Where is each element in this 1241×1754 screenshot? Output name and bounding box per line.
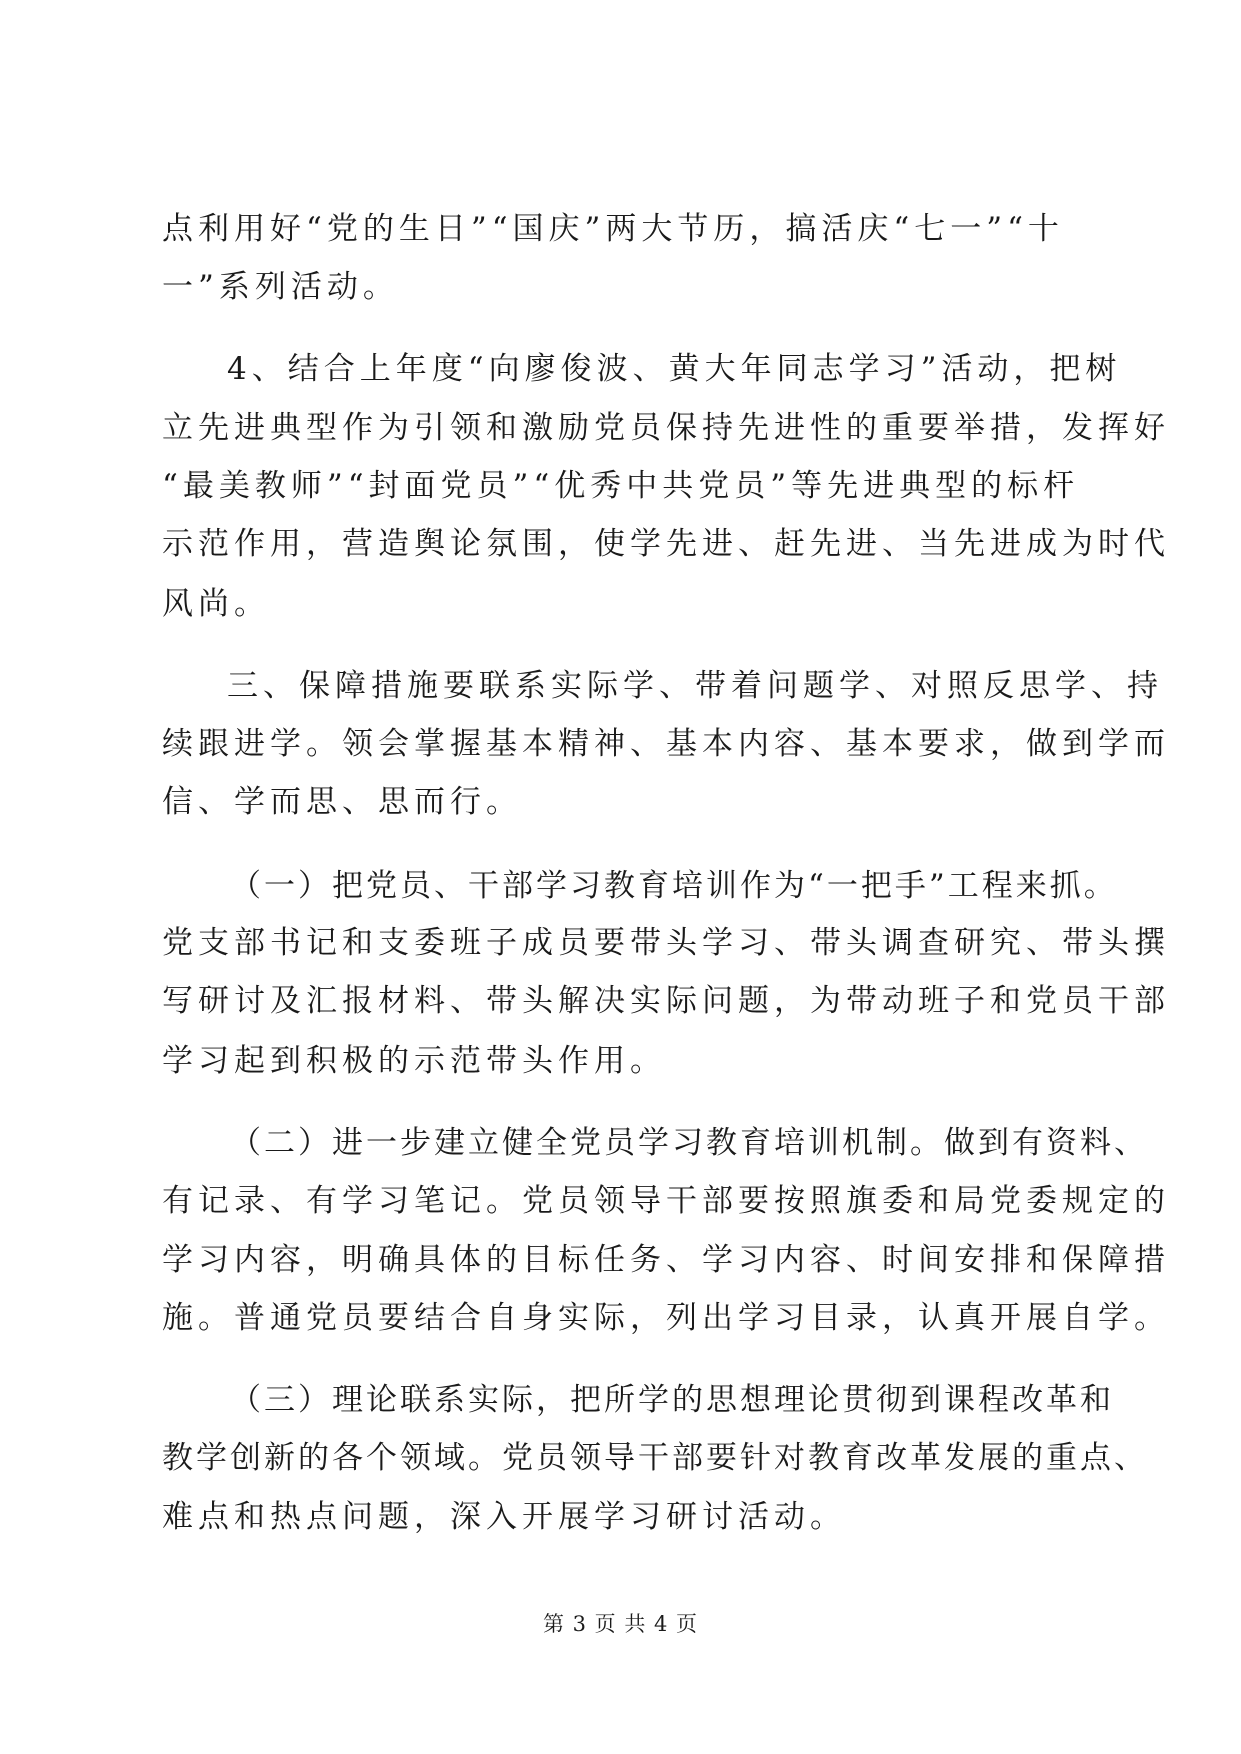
text-line: 学习内容，明确具体的目标任务、学习内容、时间安排和保障措 [162, 1242, 1170, 1278]
text-line: （二）进一步建立健全党员学习教育培训机制。做到有资料、 [230, 1125, 1148, 1161]
text-line: 4、结合上年度“向廖俊波、黄大年同志学习”活动，把树 [227, 351, 1122, 387]
text-line: （三）理论联系实际，把所学的思想理论贯彻到课程改革和 [230, 1382, 1114, 1418]
text-line: “最美教师”“封面党员”“优秀中共党员”等先进典型的标杆 [162, 468, 1080, 504]
text-line: 学习起到积极的示范带头作用。 [162, 1043, 666, 1079]
text-line: 难点和热点问题，深入开展学习研讨活动。 [162, 1499, 846, 1535]
text-line: （一）把党员、干部学习教育培训作为“一把手”工程来抓。 [230, 868, 1118, 904]
text-line: 写研讨及汇报材料、带头解决实际问题，为带动班子和党员干部 [162, 983, 1170, 1019]
text-line: 信、学而思、思而行。 [162, 784, 522, 820]
text-line: 示范作用，营造舆论氛围，使学先进、赶先进、当先进成为时代 [162, 526, 1170, 562]
text-line: 教学创新的各个领域。党员领导干部要针对教育改革发展的重点、 [162, 1440, 1148, 1476]
text-line: 党支部书记和支委班子成员要带头学习、带头调查研究、带头撰 [162, 925, 1170, 961]
text-line: 三、保障措施要联系实际学、带着问题学、对照反思学、持 [227, 668, 1163, 704]
text-line: 点利用好“党的生日”“国庆”两大节历，搞活庆“七一”“十 [162, 211, 1064, 247]
text-line: 续跟进学。领会掌握基本精神、基本内容、基本要求，做到学而 [162, 726, 1170, 762]
text-line: 施。普通党员要结合自身实际，列出学习目录，认真开展自学。 [162, 1300, 1170, 1336]
text-line: 立先进典型作为引领和激励党员保持先进性的重要举措，发挥好 [162, 410, 1170, 446]
text-line: 一”系列活动。 [162, 269, 399, 305]
text-line: 风尚。 [162, 586, 270, 622]
page-number-footer: 第 3 页 共 4 页 [542, 1612, 699, 1636]
text-line: 有记录、有学习笔记。党员领导干部要按照旗委和局党委规定的 [162, 1183, 1170, 1219]
